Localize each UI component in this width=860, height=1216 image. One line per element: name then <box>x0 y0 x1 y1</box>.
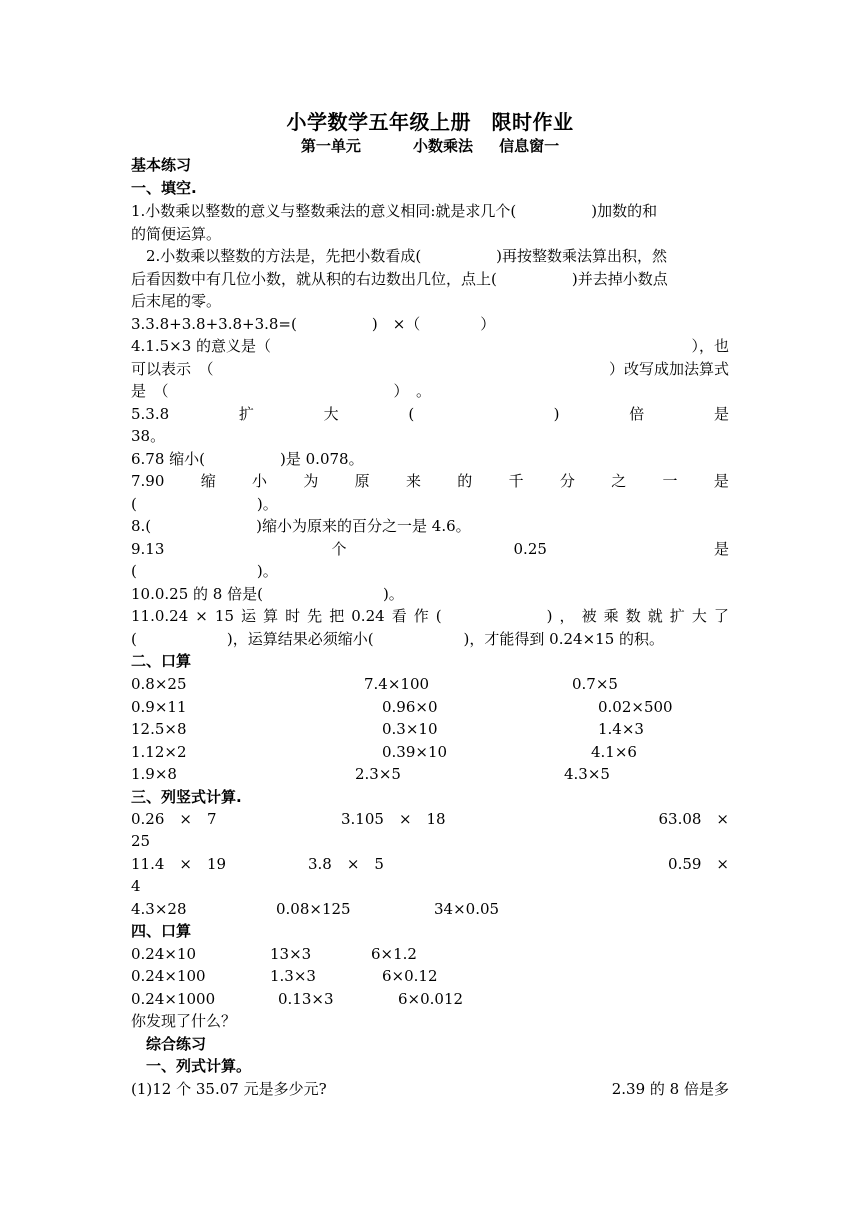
oral-calc-item: 4.1×6 <box>591 743 637 761</box>
justified-token: 11.0.24 <box>131 607 189 625</box>
section1-heading: 一、填空. <box>131 179 197 197</box>
q2-line2: 后看因数中有几位小数，就从积的右边数出几位，点上( )并去掉小数点 <box>131 270 668 288</box>
vertical-calc-wrap: 25 <box>131 832 151 850</box>
oral-calc-item: 7.4×100 <box>364 675 430 693</box>
oral-calc-item: 1.12×2 <box>131 743 187 761</box>
oral-calc-item: 0.7×5 <box>572 675 618 693</box>
justified-token: 是 <box>713 540 729 558</box>
q8-line: 8.( )缩小为原来的百分之一是 4.6。 <box>131 517 471 535</box>
justified-token: ( <box>408 405 415 423</box>
justified-token: 缩 <box>200 472 216 490</box>
q5-line1 <box>131 404 729 424</box>
oral-calc-item: 0.24×10 <box>131 945 197 963</box>
q2-line3: 后末尾的零。 <box>131 292 222 310</box>
vertical-calc-item: 0.08×125 <box>276 900 351 918</box>
justified-token: 大 <box>691 607 707 625</box>
justified-token: 作 <box>413 607 429 625</box>
oral-calc-item: 12.5×8 <box>131 720 187 738</box>
vertical-calc-item: 3.105 × 18 <box>341 810 446 828</box>
q4-line1-left: 4.1.5×3 的意义是（ <box>131 337 272 355</box>
oral-calc-item: 1.3×3 <box>270 967 316 985</box>
vertical-calc-item: 0.26 × 7 <box>131 810 217 828</box>
justified-token: 一 <box>662 472 678 490</box>
justified-token: 算 <box>263 607 279 625</box>
oral-calc-item: 6×1.2 <box>371 945 417 963</box>
justified-token: 看 <box>391 607 407 625</box>
q2-line1: 2.小数乘以整数的方法是，先把小数看成( )再按整数乘法算出积，然 <box>131 247 668 265</box>
q4-line1 <box>131 336 729 356</box>
vertical-calc-item: 63.08 × <box>658 810 729 828</box>
justified-token: 是 <box>713 472 729 490</box>
justified-token: × <box>195 607 208 625</box>
q6-line: 6.78 缩小( )是 0.078。 <box>131 450 364 468</box>
justified-token: 数 <box>625 607 641 625</box>
justified-token: 时 <box>285 607 301 625</box>
oral-calc-item: 0.02×500 <box>598 698 673 716</box>
oral-calc-item: 0.24×1000 <box>131 990 216 1008</box>
word-problem-1: (1)12 个 35.07 元是多少元? <box>131 1080 327 1098</box>
vertical-calc-wrap: 4 <box>131 877 141 895</box>
q7-line1 <box>131 471 729 491</box>
justified-token: 被 <box>581 607 597 625</box>
section-comprehensive-heading: 综合练习 <box>131 1035 207 1053</box>
justified-token: 先 <box>307 607 323 625</box>
q4-line1-right: ），也 <box>691 337 729 355</box>
oral-calc-item: 0.96×0 <box>382 698 438 716</box>
oral-calc-item: 1.4×3 <box>598 720 644 738</box>
q4-line2-right: ）改写成加法算式 <box>608 360 729 378</box>
section-basic-heading: 基本练习 <box>131 156 192 174</box>
section4-heading: 四、口算 <box>131 922 192 940</box>
justified-token: 倍 <box>629 405 645 423</box>
q10-line: 10.0.25 的 8 倍是( )。 <box>131 585 404 603</box>
q3-line: 3.3.8+3.8+3.8+3.8=( ) ×（ ） <box>131 315 496 333</box>
justified-token: 的 <box>457 472 473 490</box>
word-problem-line <box>131 1079 729 1099</box>
justified-token: 0.24 <box>351 607 385 625</box>
oral-calc-item: 4.3×5 <box>564 765 610 783</box>
justified-token: 原 <box>354 472 370 490</box>
justified-token: 乘 <box>603 607 619 625</box>
oral-calc-item: 13×3 <box>270 945 312 963</box>
oral-calc-item: 6×0.12 <box>382 967 438 985</box>
q1-line2: 的简便运算。 <box>131 225 222 243</box>
justified-token: 为 <box>303 472 319 490</box>
vertical-calc-item: 34×0.05 <box>434 900 500 918</box>
q7-line2: ( )。 <box>131 495 278 513</box>
justified-token: 大 <box>323 405 339 423</box>
word-problem-2: 2.39 的 8 倍是多 <box>611 1080 729 1098</box>
q9-line1 <box>131 539 729 559</box>
page-title: 小学数学五年级上册 限时作业 <box>286 110 574 134</box>
justified-token: 9.13 <box>131 540 165 558</box>
justified-token: 了 <box>713 607 729 625</box>
justified-token: 15 <box>214 607 234 625</box>
oral-calc-item: 1.9×8 <box>131 765 177 783</box>
justified-token: 扩 <box>669 607 685 625</box>
q4-line3: 是 （ ） 。 <box>131 382 432 400</box>
justified-token: ( ) <box>435 607 553 625</box>
oral-calc-item: 0.39×10 <box>382 743 448 761</box>
section5-heading: 一、列式计算。 <box>131 1057 252 1075</box>
justified-token: 个 <box>331 540 347 558</box>
oral-calc-item: 0.24×100 <box>131 967 206 985</box>
justified-token: ) <box>553 405 560 423</box>
q9-line2: ( )。 <box>131 562 278 580</box>
vertical-calc-item: 0.59 × <box>668 855 729 873</box>
vertical-calc-item: 11.4 × 19 <box>131 855 227 873</box>
q5-line2: 38。 <box>131 427 166 445</box>
justified-token: 把 <box>329 607 345 625</box>
justified-token: 运 <box>241 607 257 625</box>
justified-token: 分 <box>559 472 575 490</box>
oral-calc-item: 0.13×3 <box>278 990 334 1008</box>
oral-calc-item: 2.3×5 <box>355 765 401 783</box>
section3-heading: 三、列竖式计算. <box>131 788 242 806</box>
section2-heading: 二、口算 <box>131 652 192 670</box>
justified-token: 扩 <box>238 405 254 423</box>
justified-token: 千 <box>508 472 524 490</box>
vertical-calc-item: 3.8 × 5 <box>308 855 384 873</box>
justified-token: 来 <box>405 472 421 490</box>
justified-token: 0.25 <box>513 540 547 558</box>
page-subtitle: 第一单元 小数乘法 信息窗一 <box>300 137 560 155</box>
oral-calc-item: 0.8×25 <box>131 675 187 693</box>
discovery-question: 你发现了什么？ <box>131 1012 237 1030</box>
q11-line2: ( )，运算结果必须缩小( )，才能得到 0.24×15 的积。 <box>131 630 665 648</box>
q11-line1 <box>131 606 729 626</box>
justified-token: 是 <box>713 405 729 423</box>
q4-line2-left: 可以表示 （ <box>131 360 214 378</box>
justified-token: 7.90 <box>131 472 165 490</box>
oral-calc-item: 0.9×11 <box>131 698 187 716</box>
justified-token: 小 <box>252 472 268 490</box>
q1-line1: 1.小数乘以整数的意义与整数乘法的意义相同:就是求几个( )加数的和 <box>131 202 658 220</box>
oral-calc-item: 6×0.012 <box>398 990 464 1008</box>
justified-token: ， <box>559 607 575 625</box>
justified-token: 5.3.8 <box>131 405 170 423</box>
vertical-calc-item: 4.3×28 <box>131 900 187 918</box>
justified-token: 就 <box>647 607 663 625</box>
q4-line2 <box>131 359 729 379</box>
oral-calc-item: 0.3×10 <box>382 720 438 738</box>
justified-token: 之 <box>611 472 627 490</box>
